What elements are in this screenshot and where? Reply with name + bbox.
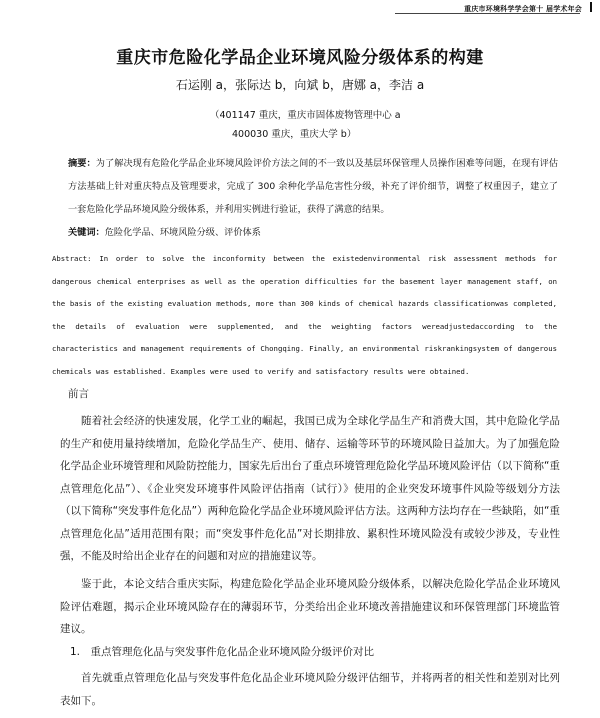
abstract-text: 为了解决现有危险化学品企业环境风险评价方法之间的不一致以及基层环保管理人员操作困难等问题，在现有评估方法基础上针对重庆特点及管理要求，完成了 300 余种化学品危害性分级，补充了评价细节，调整了权重因子，建立了一套危险化学品环境风险分级体系，并利用实例进行验证，获得了满意的结果。 [68,158,559,215]
header-rule [395,13,580,14]
abstract-label: 摘要： [68,158,96,169]
abstract-en-text: In order to solve the inconformity between the existedenvironmental risk assessment methods for dangerous chemical enterprises as well as the operation difficulties for the basement layer management staff, on the basis of the existing evaluation methods, more than 300 kinds of chemical hazards classificationwas completed, the details of evaluation were supplemented, and the weighting factors wereadjustedaccording to the characteristics and management requirements of Chongqing. Finally, an environmental riskrankingsystem of dangerous chemicals was established. Examples were used to verify and satisfactory results were obtained. [52,254,557,376]
paragraph-2: 鉴于此，本论文结合重庆实际，构建危险化学品企业环境风险分级体系，以解决危险化学品企业环境风险评估难题，揭示企业环境风险存在的薄弱环节，分类给出企业环境改善措施建议和环保管理部门环境监管建议。 [60,578,560,635]
paragraph-1: 随着社会经济的快速发展，化学工业的崛起，我国已成为全球化学品生产和消费大国，其中危险化学品的生产和使用量持续增加，危险化学品生产、使用、储存、运输等环节的环境风险日益加大。为了加强危险化学品企业环境管理和风险防控能力，国家先后出台了重点环境管理危险化学品环境风险评估（以下简称“重点管理危化品”）、《企业突发环境事件风险评估指南（试行）》使用的企业突发环境事件风险等级划分方法（以下简称“突发事件危化品”）两种危险化学品企业环境风险评估方法。这两种方法均存在一些缺陷，如“重点管理危化品”适用范围有限；而“突发事件危化品”对长期排放、累积性环境风险没有或较少涉及，专业性强，不能及时给出企业存在的问题和对应的措施建议等。 [60,415,560,562]
abstract-chinese [68,152,558,221]
affiliation-1: （401147 重庆，重庆市固体废物管理中心 a [210,110,401,121]
paper-title: 重庆市危险化学品企业环境风险分级体系的构建 [116,48,484,68]
running-head-bar [590,2,592,12]
abstract-en-label: Abstract: [52,254,92,263]
keywords-text: 危险化学品、环境风险分级、评价体系 [104,227,261,238]
abstract-english [52,248,557,383]
intro-heading: 前言 [68,388,89,400]
affiliation-2: 400030 重庆，重庆大学 b） [232,129,357,140]
paragraph-3: 首先就重点管理危化品与突发事件危化品企业环境风险分级评估细节，并将两者的相关性和差别对比列表如下。 [60,672,560,707]
keywords-label: 关键词： [68,227,105,238]
author-list: 石运刚 a，张际达 b，向斌 b，唐娜 a，李洁 a [175,78,425,92]
keywords [68,224,261,238]
section-heading-1: 1. 重点管理危化品与突发事件危化品企业环境风险分级评价对比 [70,646,375,658]
running-head: 重庆市环境科学学会第十 届学术年会 [464,5,582,13]
